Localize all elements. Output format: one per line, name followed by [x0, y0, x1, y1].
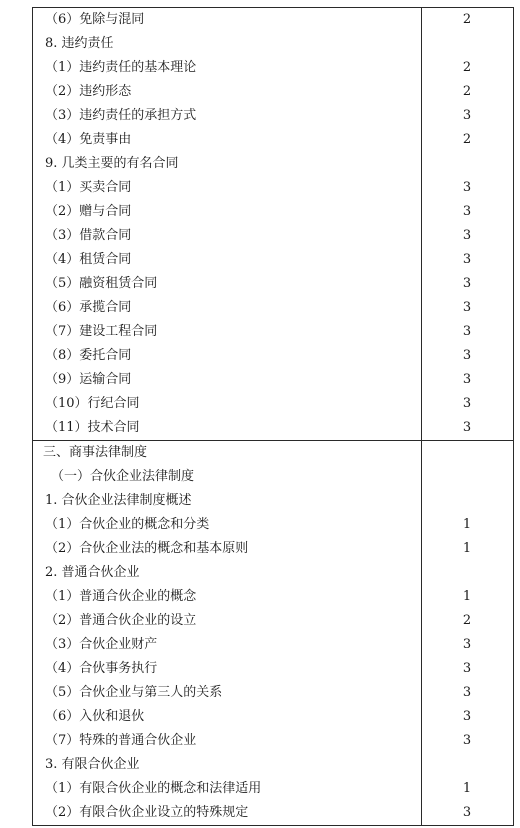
table-row [33, 561, 513, 585]
level-cell: 3 [462, 180, 472, 195]
topic-cell: （2）普通合伙企业的设立 [45, 613, 197, 628]
table-row [33, 8, 513, 32]
level-cell: 3 [462, 661, 472, 676]
level-cell: 3 [462, 396, 472, 411]
level-cell [421, 32, 513, 56]
topic-cell: （3）借款合同 [45, 228, 132, 243]
table-row [33, 441, 513, 465]
topic-cell: 2. 普通合伙企业 [45, 565, 140, 580]
syllabus-table [32, 7, 514, 826]
table-row [33, 729, 513, 753]
level-cell [421, 441, 513, 465]
level-cell: 2 [462, 60, 472, 75]
level-cell: 3 [462, 300, 472, 315]
level-cell: 3 [462, 733, 472, 748]
topic-cell: （11）技术合同 [45, 420, 140, 435]
level-cell: 3 [462, 348, 472, 363]
table-row [33, 489, 513, 513]
level-cell: 2 [462, 132, 472, 147]
table-row [33, 152, 513, 176]
level-cell [421, 152, 513, 176]
level-cell: 1 [462, 781, 472, 796]
level-cell [421, 753, 513, 777]
table-row [33, 128, 513, 152]
level-cell [421, 465, 513, 489]
topic-cell: （2）合伙企业法的概念和基本原则 [45, 541, 249, 556]
level-cell: 1 [462, 517, 472, 532]
level-cell: 3 [462, 709, 472, 724]
topic-cell: （8）委托合同 [45, 348, 132, 363]
topic-cell: （1）有限合伙企业的概念和法律适用 [45, 781, 262, 796]
level-cell: 3 [462, 637, 472, 652]
level-cell: 2 [462, 613, 472, 628]
level-cell: 3 [462, 204, 472, 219]
table-row [33, 248, 513, 272]
level-cell: 3 [462, 805, 472, 820]
level-cell: 3 [462, 372, 472, 387]
level-cell [421, 489, 513, 513]
topic-cell: （6）入伙和退伙 [45, 709, 145, 724]
level-cell: 2 [462, 84, 472, 99]
topic-cell: （2）赠与合同 [45, 204, 132, 219]
level-cell: 3 [462, 685, 472, 700]
table-row [33, 320, 513, 344]
table-row [33, 777, 513, 801]
table-row [33, 681, 513, 705]
table-row [33, 56, 513, 80]
level-cell: 1 [462, 541, 472, 556]
level-cell: 3 [462, 228, 472, 243]
topic-cell: （10）行纪合同 [45, 396, 140, 411]
level-cell: 2 [462, 12, 472, 27]
table-row [33, 368, 513, 392]
table-row [33, 585, 513, 609]
topic-cell: （2）有限合伙企业设立的特殊规定 [45, 805, 249, 820]
table-row [33, 80, 513, 104]
topic-cell: （4）免责事由 [45, 132, 132, 147]
topic-cell: （9）运输合同 [45, 372, 132, 387]
table-row [33, 392, 513, 416]
table-row [33, 537, 513, 561]
table-row [33, 200, 513, 224]
table-section [33, 440, 513, 825]
topic-cell: （7）建设工程合同 [45, 324, 158, 339]
table-row [33, 296, 513, 320]
topic-cell: （1）普通合伙企业的概念 [45, 589, 197, 604]
topic-cell: （7）特殊的普通合伙企业 [45, 733, 197, 748]
table-section [33, 8, 513, 440]
table-row [33, 176, 513, 200]
table-row [33, 465, 513, 489]
table-row [33, 801, 513, 825]
topic-cell: （1）合伙企业的概念和分类 [45, 517, 210, 532]
table-row [33, 705, 513, 729]
topic-cell: 9. 几类主要的有名合同 [45, 156, 179, 171]
topic-cell: （5）合伙企业与第三人的关系 [45, 685, 223, 700]
topic-cell: 8. 违约责任 [45, 36, 114, 51]
topic-cell: 1. 合伙企业法律制度概述 [45, 493, 192, 508]
table-row [33, 344, 513, 368]
table-row [33, 32, 513, 56]
topic-cell: （4）合伙事务执行 [45, 661, 158, 676]
table-row [33, 104, 513, 128]
level-cell [421, 561, 513, 585]
topic-cell: （一）合伙企业法律制度 [51, 469, 195, 484]
topic-cell: （5）融资租赁合同 [45, 276, 158, 291]
topic-cell: （4）租赁合同 [45, 252, 132, 267]
table-row [33, 753, 513, 777]
level-cell: 3 [462, 324, 472, 339]
topic-cell: （3）合伙企业财产 [45, 637, 158, 652]
topic-cell: （2）违约形态 [45, 84, 132, 99]
table-row [33, 657, 513, 681]
table-row [33, 272, 513, 296]
topic-cell: （3）违约责任的承担方式 [45, 108, 197, 123]
level-cell: 3 [462, 252, 472, 267]
table-row [33, 633, 513, 657]
topic-cell: （6）承揽合同 [45, 300, 132, 315]
topic-cell: 3. 有限合伙企业 [45, 757, 140, 772]
level-cell: 3 [462, 276, 472, 291]
level-cell: 3 [462, 108, 472, 123]
topic-cell: （6）免除与混同 [45, 12, 145, 27]
topic-cell: （1）违约责任的基本理论 [45, 60, 197, 75]
table-row [33, 416, 513, 440]
level-cell: 3 [462, 420, 472, 435]
topic-cell: （1）买卖合同 [45, 180, 132, 195]
level-cell: 1 [462, 589, 472, 604]
table-row [33, 513, 513, 537]
table-row [33, 609, 513, 633]
topic-cell: 三、商事法律制度 [43, 445, 148, 460]
table-row [33, 224, 513, 248]
